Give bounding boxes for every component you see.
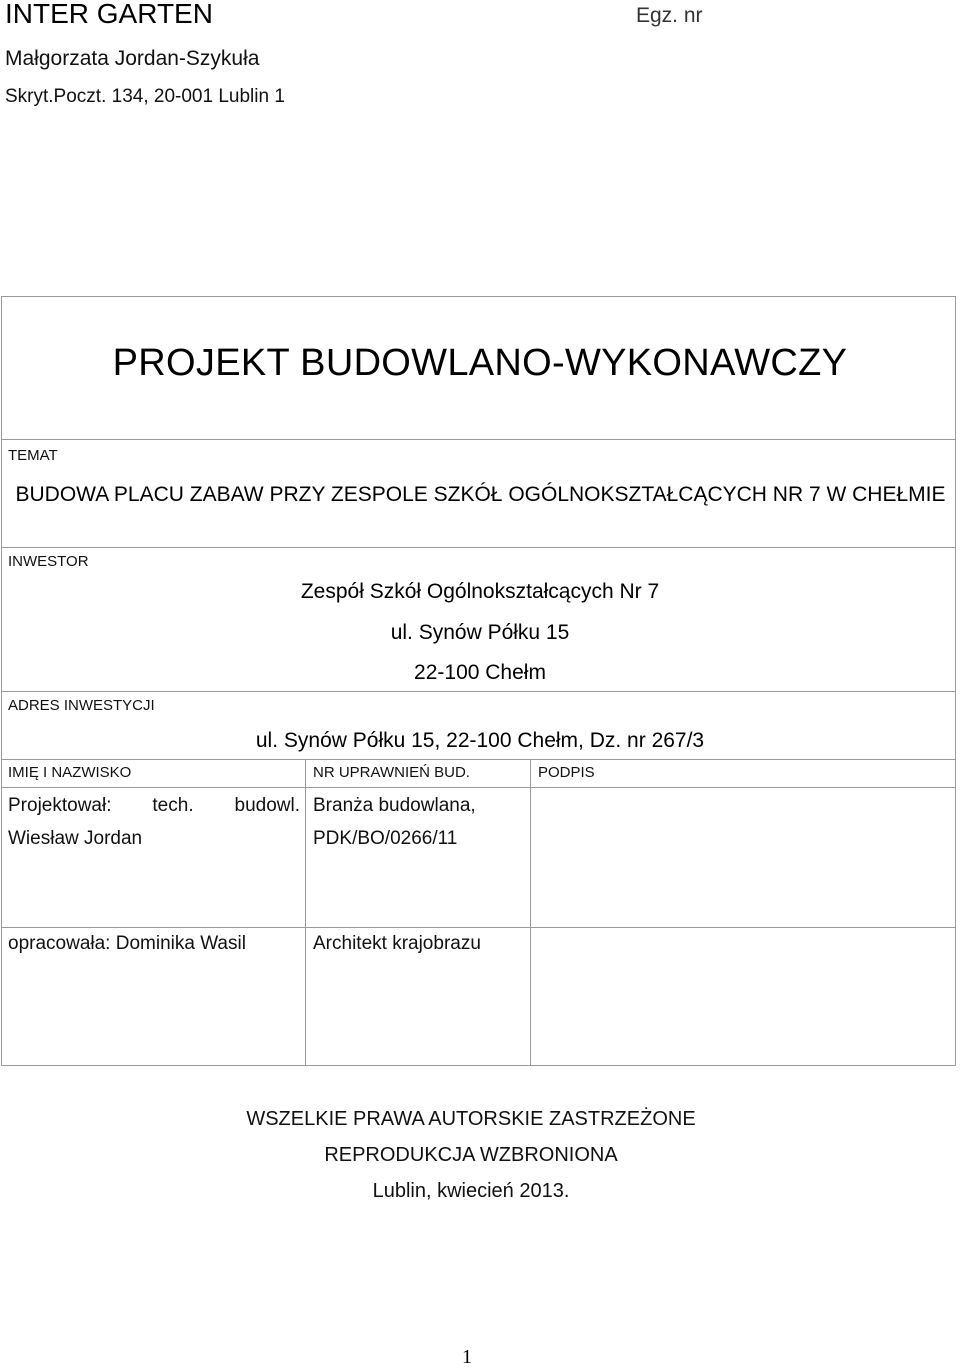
- company-address: Skryt.Poczt. 134, 20-001 Lublin 1: [5, 86, 285, 107]
- divider-table-header: [1, 787, 956, 788]
- owner-name: Małgorzata Jordan-Szykuła: [5, 47, 260, 70]
- project-topic: BUDOWA PLACU ZABAW PRZY ZESPOLE SZKÓŁ OGÓLNOKSZTAŁCĄCYCH NR 7 W CHEŁMIE: [15, 483, 946, 506]
- divider-row-1: [1, 927, 956, 928]
- page-number: 1: [462, 1346, 472, 1368]
- topic-label: TEMAT: [8, 447, 58, 464]
- divider-title: [1, 439, 956, 440]
- author-profession: Architekt krajobrazu: [313, 933, 481, 954]
- column-divider-2: [530, 759, 531, 1066]
- designer-certificate: PDK/BO/0266/11: [313, 828, 458, 849]
- divider-investor: [1, 691, 956, 692]
- investor-label: INWESTOR: [8, 553, 89, 570]
- investor-street: ul. Synów Półku 15: [390, 621, 570, 644]
- investor-name: Zespół Szkół Ogólnokształcących Nr 7: [300, 580, 660, 603]
- divider-site: [1, 759, 956, 760]
- designer-branch: Branża budowlana,: [313, 795, 476, 816]
- header-certificate: NR UPRAWNIEŃ BUD.: [313, 764, 470, 781]
- author-name: opracowała: Dominika Wasil: [8, 933, 246, 954]
- company-name: INTER GARTEN: [5, 0, 213, 29]
- column-divider-1: [305, 759, 306, 1066]
- reproduction-notice: REPRODUKCJA WZBRONIONA: [324, 1144, 618, 1166]
- copy-number-label: Egz. nr: [636, 4, 703, 27]
- place-date: Lublin, kwiecień 2013.: [372, 1180, 570, 1202]
- document-title: PROJEKT BUDOWLANO-WYKONAWCZY: [112, 342, 848, 384]
- header-name: IMIĘ I NAZWISKO: [8, 764, 132, 781]
- site-address: ul. Synów Półku 15, 22-100 Chełm, Dz. nr 267/3: [255, 729, 705, 752]
- investor-city: 22-100 Chełm: [414, 661, 546, 684]
- site-address-label: ADRES INWESTYCJI: [8, 697, 155, 714]
- divider-topic: [1, 547, 956, 548]
- designer-name: Wiesław Jordan: [8, 828, 143, 849]
- designer-role: Projektował: tech. budowl.: [8, 795, 300, 816]
- copyright-notice: WSZELKIE PRAWA AUTORSKIE ZASTRZEŻONE: [246, 1108, 696, 1130]
- header-signature: PODPIS: [538, 764, 595, 781]
